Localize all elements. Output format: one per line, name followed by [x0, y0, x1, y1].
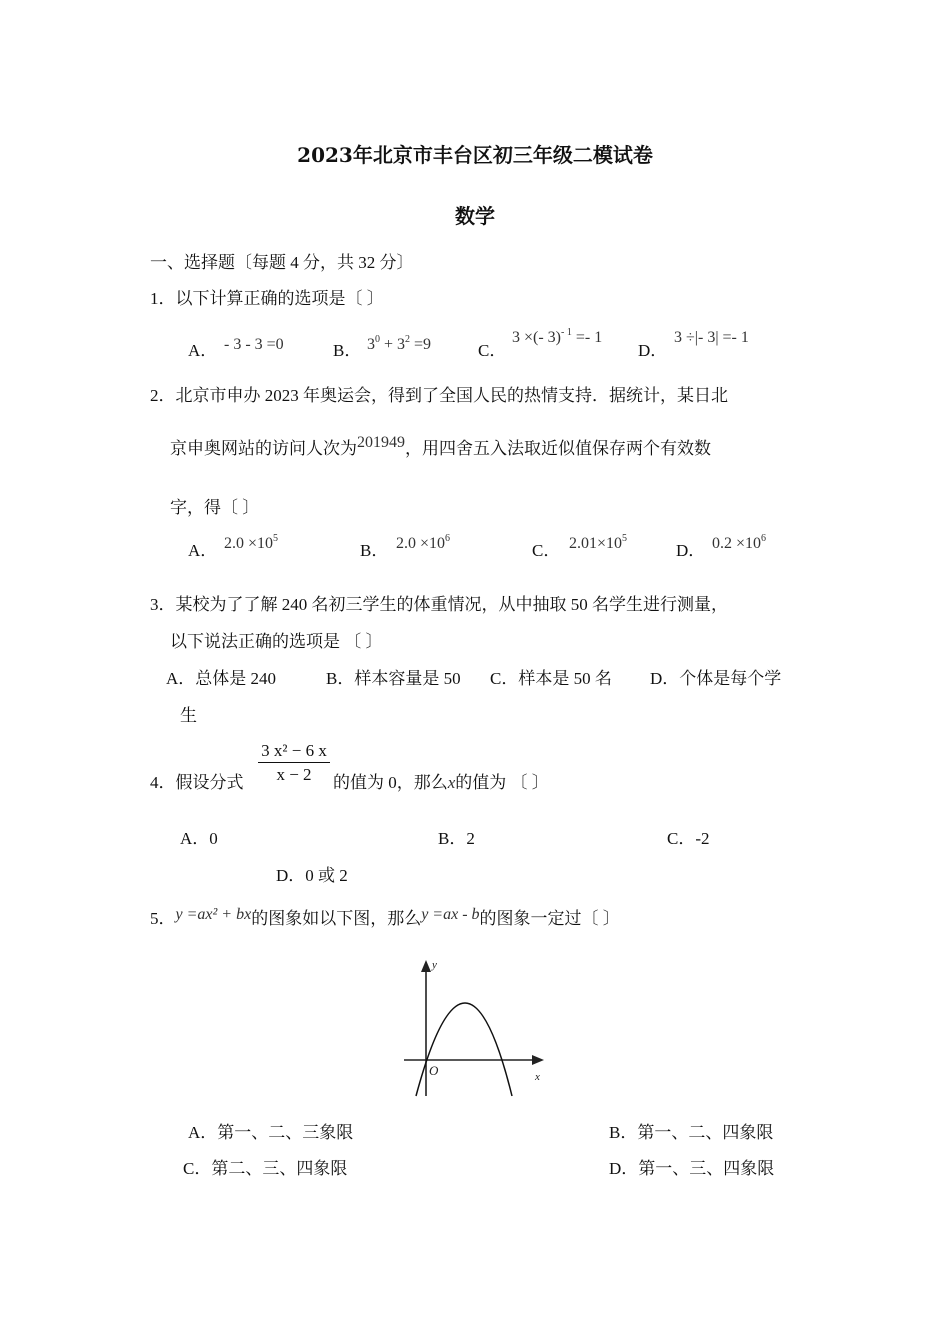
option-expression: 3 ×(- 3)$^{- 1}$ =- 1 — [512, 327, 603, 346]
option-label: C． — [478, 341, 507, 360]
option: C．第二、三、四象限 — [183, 1159, 348, 1178]
option: B．样本容量是 50 — [326, 669, 461, 688]
option-wrap: 生 — [180, 706, 197, 725]
fraction-denominator: x − 2 — [276, 765, 312, 784]
option: C．-2 — [667, 829, 710, 848]
question-3-stem-line2: 以下说法正确的选项是 〔 〕 — [170, 632, 383, 651]
option-label: C． — [532, 541, 561, 560]
option: A．总体是 240 — [166, 669, 277, 688]
fraction-bar — [258, 762, 330, 763]
option: A．0 — [180, 829, 218, 848]
option: B．2 — [438, 829, 475, 848]
option: B．第一、二、四象限 — [609, 1123, 774, 1142]
option-label: A． — [188, 541, 218, 560]
option: D．个体是每个学 — [650, 669, 782, 688]
question-4-stem-b: 的值为 0，那么x的值为 〔 〕 — [333, 773, 549, 792]
x-axis-label: x — [535, 1071, 540, 1083]
parabola-graph — [398, 952, 548, 1100]
question-2-stem-line3: 字，得〔 〕 — [170, 498, 260, 517]
variable-x: x — [447, 773, 456, 792]
question-3-stem-line1: 3．某校为了了解 240 名初三学生的体重情况，从中抽取 50 名学生进行测量， — [150, 595, 728, 614]
expression: y =ax² + bx — [175, 906, 252, 923]
question-5-stem: 5．y =ax² + bx的图象如以下图，那么y =ax - b的图象一定过〔 〕 — [150, 906, 620, 928]
option-label: B． — [333, 341, 362, 360]
expression: y =ax - b — [421, 906, 480, 923]
origin-label: O — [429, 1063, 439, 1078]
subject-title: 数学 — [455, 204, 495, 228]
question-2-stem-line1: 2．北京市申办 2023 年奥运会，得到了全国人民的热情支持．据统计，某日北 — [150, 386, 728, 405]
option-label: D． — [676, 541, 706, 560]
question-1-stem: 1．以下计算正确的选项是〔 〕 — [150, 289, 384, 308]
option-expression: $2.0 \times 10^5$ — [224, 533, 279, 552]
option: D．第一、三、四象限 — [609, 1159, 775, 1178]
option: A．第一、二、三象限 — [188, 1123, 354, 1142]
option-expression: $0.2 \times 10^6$ — [712, 533, 767, 552]
option-expression: $2.0 \times 10^6$ — [396, 533, 451, 552]
question-2-stem-line2: 京申奥网站的访问人次为201949，用四舍五入法取近似值保存两个有效数 — [170, 434, 711, 458]
option-label: B． — [360, 541, 389, 560]
option-expression: 3 ÷|- 3| =- 1 — [674, 329, 749, 346]
option: D．0 或 2 — [276, 866, 348, 885]
option-label: A． — [188, 341, 218, 360]
option: C．样本是 50 名 — [490, 669, 612, 688]
y-axis-label: y — [432, 959, 437, 971]
option-expression: $3^0 + 3^2 =9$ — [367, 334, 432, 353]
option-expression: $2.01\times 10^5$ — [569, 533, 628, 552]
section-heading: 一、选择题〔每题 4 分，共 32 分〕 — [150, 253, 414, 272]
question-4-stem-a: 4．假设分式 — [150, 773, 244, 792]
fraction-numerator: 3 x² − 6 x — [261, 741, 327, 760]
fraction — [258, 741, 330, 785]
page-title: 2023年北京市丰台区初三年级二模试卷 — [297, 143, 653, 167]
option-label: D． — [638, 341, 668, 360]
option-expression: - 3 - 3 =0 — [224, 336, 284, 353]
